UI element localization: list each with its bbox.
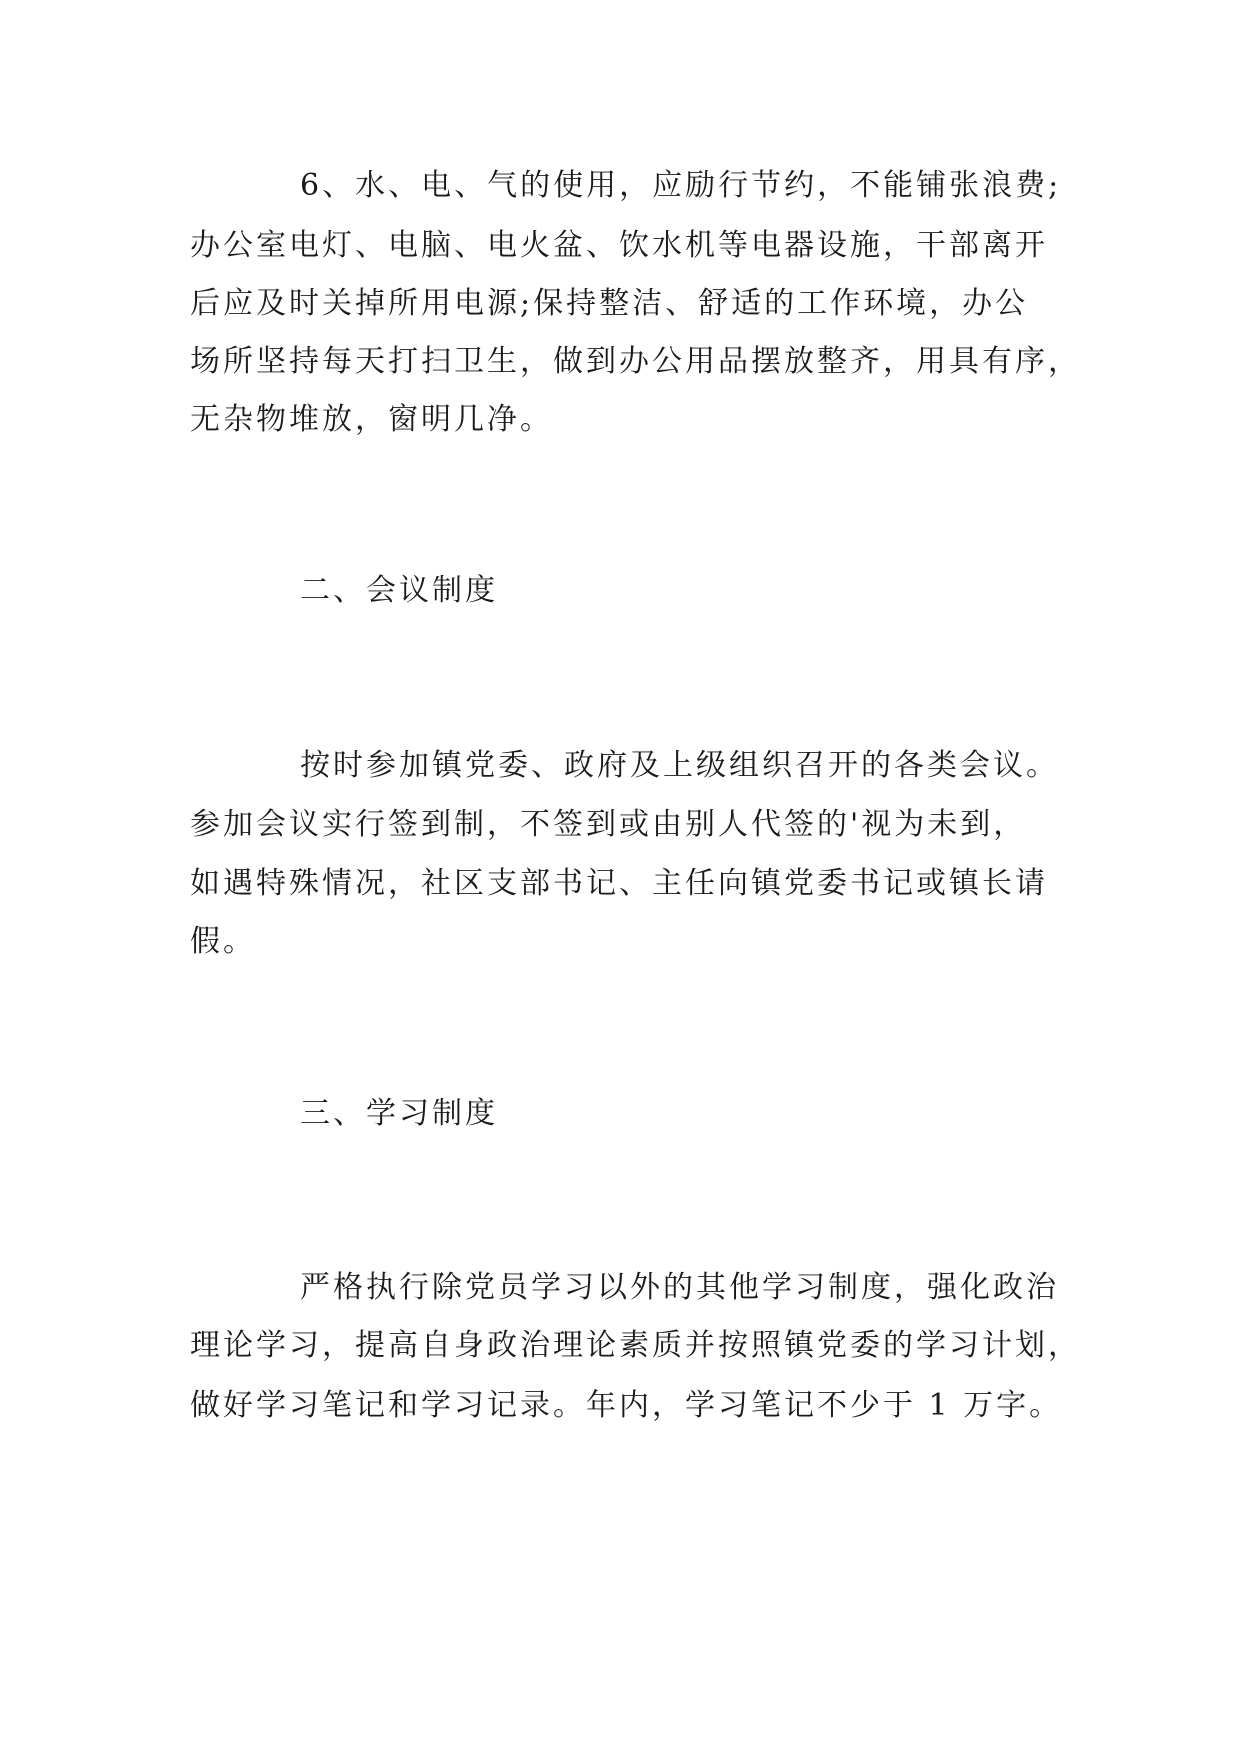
meeting-paragraph-line-2: 参加会议实行签到制，不签到或由别人代签的'视为未到， [190, 807, 1027, 842]
paragraph-6-line-3: 后应及时关掉所用电源;保持整洁、舒适的工作环境，办公 [190, 286, 1029, 321]
paragraph-6-line-2: 办公室电灯、电脑、电火盆、饮水机等电器设施，干部离开 [190, 228, 1048, 263]
paragraph-6-line-1: 6、水、电、气的使用，应励行节约，不能铺张浪费; [300, 168, 1062, 203]
meeting-paragraph-line-4: 假。 [190, 924, 256, 959]
paragraph-6-line-5: 无杂物堆放，窗明几净。 [190, 402, 553, 437]
study-paragraph-line-2: 理论学习，提高自身政治理论素质并按照镇党委的学习计划， [190, 1328, 1081, 1363]
meeting-paragraph-line-1: 按时参加镇党委、政府及上级组织召开的各类会议。 [300, 748, 1059, 783]
study-paragraph-line-3: 做好学习笔记和学习记录。年内，学习笔记不少于 1 万字。 [190, 1388, 1063, 1423]
section-heading-study: 三、学习制度 [300, 1096, 498, 1131]
study-paragraph-line-1: 严格执行除党员学习以外的其他学习制度，强化政治 [300, 1270, 1059, 1305]
section-heading-meetings: 二、会议制度 [300, 573, 498, 608]
paragraph-6-line-4: 场所坚持每天打扫卫生，做到办公用品摆放整齐，用具有序， [190, 344, 1081, 379]
meeting-paragraph-line-3: 如遇特殊情况，社区支部书记、主任向镇党委书记或镇长请 [190, 866, 1048, 901]
